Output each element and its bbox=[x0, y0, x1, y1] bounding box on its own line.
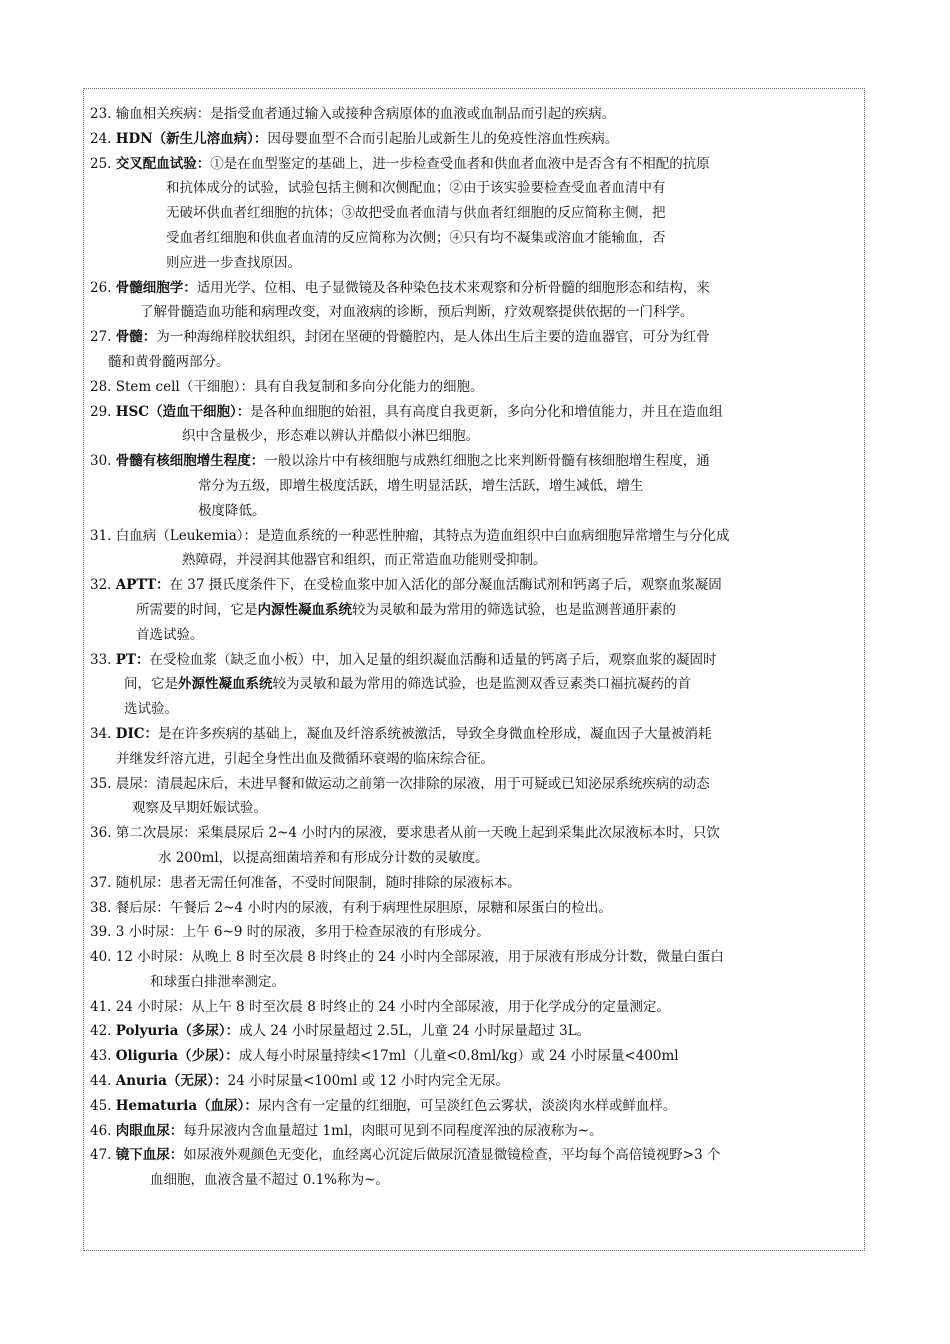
entry-text: 每升尿液内含血量超过 1ml，肉眼可见到不同程度浑浊的尿液称为~。 bbox=[183, 1122, 603, 1139]
entry-text: 28. Stem cell（干细胞）：具有自我复制和多向分化能力的细胞。 bbox=[90, 378, 484, 395]
entry-34 bbox=[90, 722, 860, 772]
entry-text: 为一种海绵样胶状组织，封闭在坚硬的骨髓腔内，是人体出生后主要的造血器官，可分为红骨 bbox=[156, 329, 710, 346]
entry-text: 36. 第二次晨尿：采集晨尿后 2~4 小时内的尿液，要求患者从前一天晚上起到采集此次尿液标本时，只饮 bbox=[90, 825, 720, 842]
entry-32 bbox=[90, 573, 860, 647]
entry-number: 47. bbox=[90, 1147, 116, 1164]
entry-term: 镜下血尿： bbox=[115, 1147, 184, 1164]
entry-39 bbox=[90, 920, 860, 945]
entry-text: 则应进一步查找原因。 bbox=[166, 254, 301, 271]
entry-number: 24. bbox=[90, 130, 116, 147]
entry-number: 34. bbox=[90, 725, 116, 742]
entry-text: 髓和黄骨髓两部分。 bbox=[108, 353, 230, 370]
entry-text: 37. 随机尿：患者无需任何准备，不受时间限制，随时排除的尿液标本。 bbox=[90, 874, 521, 891]
entry-term: PT： bbox=[115, 651, 150, 668]
entry-text: 并继发纤溶亢进，引起全身性出血及微循环衰竭的临床综合征。 bbox=[116, 750, 494, 767]
entry-text: 尿内含有一定量的红细胞，可呈淡红色云雾状，淡淡肉水样或鲜血样。 bbox=[257, 1097, 677, 1114]
entry-text: 观察及早期妊娠试验。 bbox=[132, 800, 267, 817]
entry-29 bbox=[90, 400, 860, 450]
entry-24 bbox=[90, 127, 860, 152]
entry-emphasis: 内源性凝血系统 bbox=[257, 601, 352, 618]
entry-text: 35. 晨尿：清晨起床后，未进早餐和做运动之前第一次排除的尿液，用于可疑或已知泌尿系统疾病的动态 bbox=[90, 775, 710, 792]
entry-37 bbox=[90, 871, 860, 896]
entry-number: 44. bbox=[90, 1073, 116, 1090]
entry-text: 选试验。 bbox=[124, 701, 178, 718]
entry-text: 血细胞，血液含量不超过 0.1%称为~。 bbox=[150, 1172, 389, 1189]
entry-46 bbox=[90, 1119, 860, 1144]
entry-number: 30. bbox=[90, 453, 116, 470]
entry-term: Hematuria（血尿）： bbox=[115, 1097, 258, 1114]
entry-text: 一般以涂片中有核细胞与成熟红细胞之比来判断骨髓有核细胞增生程度，通 bbox=[264, 453, 710, 470]
entry-45 bbox=[90, 1094, 860, 1119]
entry-text: 如尿液外观颜色无变化，血经离心沉淀后做尿沉渣显微镜检查，平均每个高倍镜视野>3 个 bbox=[183, 1147, 721, 1164]
entry-35 bbox=[90, 772, 860, 822]
entry-text: 适用光学、位相、电子显微镜及各种染色技术来观察和分析骨髓的细胞形态和结构，来 bbox=[196, 279, 710, 296]
entry-text: 较为灵敏和最为常用的筛选试验，也是监测双香豆素类口福抗凝药的首 bbox=[272, 676, 691, 693]
entry-41 bbox=[90, 995, 860, 1020]
entry-44 bbox=[90, 1069, 860, 1094]
entry-36 bbox=[90, 821, 860, 871]
entry-text: 成人 24 小时尿量超过 2.5L，儿童 24 小时尿量超过 3L。 bbox=[239, 1023, 591, 1040]
entry-26 bbox=[90, 276, 860, 326]
entry-47 bbox=[90, 1143, 860, 1193]
entry-term: 交叉配血试验： bbox=[115, 155, 211, 172]
entry-text: 所需要的时间，它是 bbox=[136, 601, 258, 618]
entry-text: 熟障碍，并浸润其他器官和组织，而正常造血功能则受抑制。 bbox=[182, 552, 547, 569]
entry-text: 24 小时尿量<100ml 或 12 小时内完全无尿。 bbox=[227, 1073, 509, 1090]
entry-text: 织中含量极少，形态难以辨认并酷似小淋巴细胞。 bbox=[182, 428, 479, 445]
entry-27 bbox=[90, 325, 860, 375]
entry-23 bbox=[90, 102, 860, 127]
entry-38 bbox=[90, 896, 860, 921]
entry-text: 常分为五级，即增生极度活跃，增生明显活跃，增生活跃，增生减低，增生 bbox=[198, 477, 644, 494]
entry-term: Anuria（无尿）： bbox=[115, 1073, 228, 1090]
entry-text: 和抗体成分的试验，试验包括主侧和次侧配血；②由于该实验要检查受血者血清中有 bbox=[166, 180, 666, 197]
glossary-list bbox=[90, 102, 860, 1193]
entry-text: 和球蛋白排泄率测定。 bbox=[150, 973, 285, 990]
entry-31 bbox=[90, 524, 860, 574]
entry-text: 31. 白血病（Leukemia）：是造血系统的一种恶性肿瘤，其特点为造血组织中白血病细胞异常增生与分化成 bbox=[90, 527, 730, 544]
entry-text: ①是在血型鉴定的基础上，进一步检查受血者和供血者血液中是否含有不相配的抗原 bbox=[210, 155, 710, 172]
entry-term: APTT： bbox=[115, 577, 170, 594]
entry-text: 受血者红细胞和供血者血清的反应简称为次侧；④只有均不凝集或溶血才能输血，否 bbox=[166, 229, 666, 246]
entry-term: Oliguria（少尿）： bbox=[115, 1048, 239, 1065]
entry-number: 33. bbox=[90, 651, 116, 668]
entry-text: 无破坏供血者红细胞的抗体；③故把受血者血清与供血者红细胞的反应简称主侧，把 bbox=[166, 205, 666, 222]
entry-text: 40. 12 小时尿：从晚上 8 时至次晨 8 时终止的 24 小时内全部尿液，用于尿液有形成分计数，微量白蛋白 bbox=[90, 949, 724, 966]
entry-text: 水 200ml，以提高细菌培养和有形成分计数的灵敏度。 bbox=[158, 849, 489, 866]
entry-28 bbox=[90, 375, 860, 400]
entry-text: 23. 输血相关疾病：是指受血者通过输入或接种含病原体的血液或血制品而引起的疾病。 bbox=[90, 106, 616, 122]
entry-33 bbox=[90, 648, 860, 722]
entry-emphasis: 外源性凝血系统 bbox=[178, 676, 273, 693]
entry-term: Polyuria（多尿）： bbox=[115, 1023, 240, 1040]
entry-43 bbox=[90, 1044, 860, 1069]
entry-text: 是在许多疾病的基础上，凝血及纤溶系统被激活，导致全身微血栓形成，凝血因子大量被消耗 bbox=[158, 725, 712, 742]
entry-term: HSC（造血干细胞）： bbox=[115, 403, 251, 420]
entry-text: 间，它是 bbox=[124, 676, 178, 693]
entry-term: 骨髓有核细胞增生程度： bbox=[115, 453, 265, 470]
entry-text: 在受检血浆（缺乏血小板）中，加入足量的组织凝血活酶和适量的钙离子后，观察血浆的凝固时 bbox=[149, 651, 717, 668]
entry-30 bbox=[90, 449, 860, 523]
entry-term: 肉眼血尿： bbox=[115, 1122, 184, 1139]
entry-text: 较为灵敏和最为常用的筛选试验，也是监测普通肝素的 bbox=[352, 601, 676, 618]
entry-text: 41. 24 小时尿：从上午 8 时至次晨 8 时终止的 24 小时内全部尿液，用于化学成分的定量测定。 bbox=[90, 998, 670, 1015]
entry-number: 42. bbox=[90, 1023, 116, 1040]
entry-text: 极度降低。 bbox=[198, 502, 266, 519]
entry-number: 45. bbox=[90, 1097, 116, 1114]
entry-term: DIC： bbox=[115, 725, 159, 742]
entry-number: 29. bbox=[90, 403, 116, 420]
entry-text: 在 37 摄氏度条件下，在受检血浆中加入活化的部分凝血活酶试剂和钙离子后，观察血浆凝固 bbox=[169, 577, 722, 594]
entry-text: 39. 3 小时尿：上午 6~9 时的尿液，多用于检查尿液的有形成分。 bbox=[90, 924, 490, 941]
entry-number: 32. bbox=[90, 577, 116, 594]
entry-text: 了解骨髓造血功能和病理改变，对血液病的诊断，预后判断，疗效观察提供依据的一门科学。 bbox=[140, 304, 694, 321]
entry-text: 成人每小时尿量持续<17ml（儿童<0.8ml/kg）或 24 小时尿量<400ml bbox=[238, 1048, 679, 1065]
entry-term: 骨髓： bbox=[115, 329, 157, 346]
entry-number: 43. bbox=[90, 1048, 116, 1065]
entry-term: HDN（新生儿溶血病）： bbox=[115, 130, 268, 147]
entry-number: 27. bbox=[90, 329, 116, 346]
entry-25 bbox=[90, 152, 860, 276]
entry-text: 是各种血细胞的始祖，具有高度自我更新，多向分化和增值能力，并且在造血组 bbox=[250, 403, 723, 420]
entry-text: 首选试验。 bbox=[136, 626, 204, 643]
entry-number: 25. bbox=[90, 155, 116, 172]
entry-40 bbox=[90, 945, 860, 995]
entry-text: 因母婴血型不合而引起胎儿或新生儿的免疫性溶血性疾病。 bbox=[267, 130, 619, 147]
entry-number: 46. bbox=[90, 1122, 116, 1139]
entry-text: 38. 餐后尿：午餐后 2~4 小时内的尿液，有利于病理性尿胆原，尿糖和尿蛋白的检出。 bbox=[90, 899, 612, 916]
entry-42 bbox=[90, 1019, 860, 1044]
entry-number: 26. bbox=[90, 279, 116, 296]
entry-term: 骨髓细胞学： bbox=[115, 279, 197, 296]
